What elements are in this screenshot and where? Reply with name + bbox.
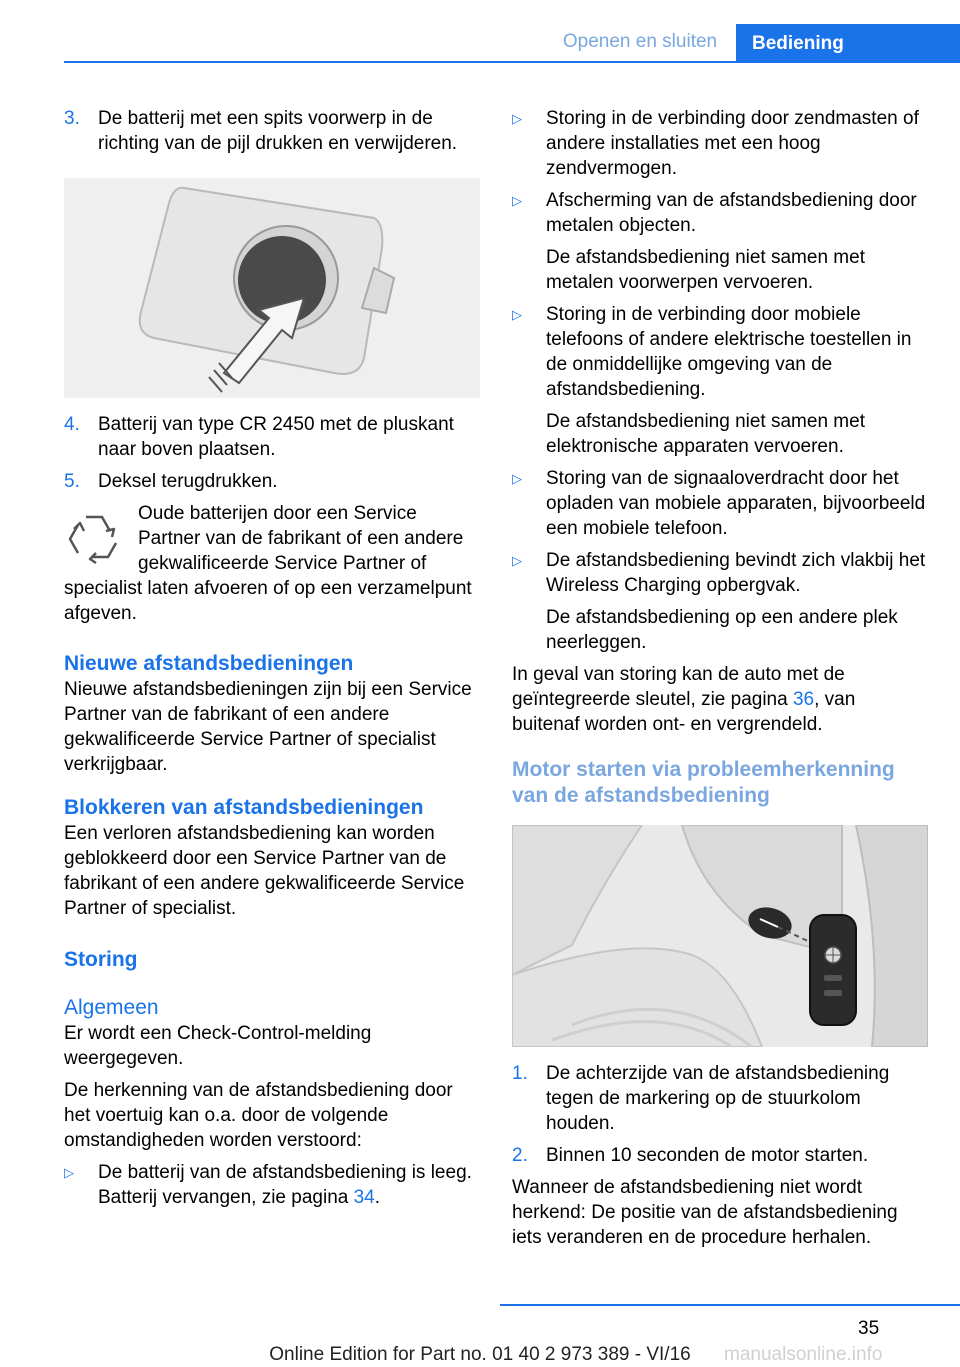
battery-removal-illustration — [64, 178, 480, 398]
motor-step-1 — [512, 1061, 928, 1136]
new-remotes-text: Nieuwe afstandsbedieningen zijn bij een Service Partner van de fabrikant of een andere gekwalificeerde Service Partner of specialist verkrijgbaar. — [64, 679, 472, 775]
bullet-sub-text: De afstandsbediening niet samen met metalen voorwerpen vervoeren. — [546, 247, 865, 293]
bullet-text: De afstandsbediening bevindt zich vlakbij het Wireless Charging opbergvak. — [546, 550, 926, 596]
general-text: Er wordt een Check-Control-melding weergegeven. — [64, 1023, 372, 1069]
page-link-36[interactable]: 36 — [792, 689, 815, 710]
bullet-transmitters — [512, 106, 928, 181]
fault-text-a: In geval van storing kan de auto met de geïntegreerde sleutel, zie pagina — [512, 664, 845, 710]
recycle-text: Oude batterijen door een Service Partner van de fabrikant of een andere gekwalificeerde Service Partner of specialist laten afvoeren of op een verzamelpunt afgeven. — [64, 503, 472, 624]
section-heading-fault: Storing — [64, 948, 138, 971]
section-heading-motor-start: Motor starten via probleemherkenning van de afstandsbediening — [512, 758, 895, 807]
bullet-phones — [512, 302, 928, 402]
bullet-sub-text: De afstandsbediening niet samen met elektronische apparaten vervoeren. — [546, 411, 865, 457]
bullet-text: Storing van de signaaloverdracht door het opladen van mobiele apparaten, bijvoorbeeld een mobiele telefoon. — [546, 468, 926, 539]
page-number: 35 — [858, 1318, 880, 1339]
bullet-triangle-icon: ▷ — [512, 471, 522, 486]
recycle-note — [64, 501, 480, 633]
step-4 — [64, 412, 480, 462]
bullet-triangle-icon: ▷ — [64, 1165, 74, 1180]
bullet-triangle-icon: ▷ — [512, 307, 522, 322]
step-3 — [64, 106, 480, 156]
section-heading-new-remotes: Nieuwe afstandsbedieningen — [64, 652, 354, 675]
step-text: Binnen 10 seconden de motor starten. — [546, 1145, 869, 1166]
bullet-triangle-icon: ▷ — [512, 111, 522, 126]
step-number: 5. — [64, 471, 80, 492]
key-fob-battery-image — [64, 178, 480, 398]
final-text: Wanneer de afstandsbediening niet wordt herkend: De positie van de afstandsbediening iets veranderen en de procedure herhalen. — [512, 1177, 898, 1248]
watermark: manualsonline.info — [724, 1344, 883, 1365]
step-text: Deksel terugdrukken. — [98, 471, 278, 492]
bullet-charging — [512, 466, 928, 541]
bullet-sub-text: De afstandsbediening op een andere plek neerleggen. — [546, 607, 898, 653]
section-heading-block-remotes: Blokkeren van afstandsbedieningen — [64, 796, 424, 819]
bullet-triangle-icon: ▷ — [512, 553, 522, 568]
bullet-shielding — [512, 188, 928, 238]
fault-text-b: , van buitenaf worden ont- en vergrendeld. — [512, 689, 856, 735]
header-chapter-tab: Bediening — [736, 24, 960, 63]
bullet-wireless — [512, 548, 928, 598]
step-5 — [64, 469, 480, 494]
bullet-triangle-icon: ▷ — [512, 193, 522, 208]
subheading-general: Algemeen — [64, 996, 159, 1019]
detection-text: De herkenning van de afstandsbediening door het voertuig kan o.a. door de volgende omstandigheden worden verstoord: — [64, 1080, 453, 1151]
right-column — [512, 106, 928, 1257]
left-column — [64, 106, 480, 1217]
step-text: De batterij met een spits voorwerp in de richting van de pijl drukken en verwijderen. — [98, 108, 458, 154]
bullet-end: . — [374, 1187, 381, 1208]
header-rule — [64, 61, 960, 63]
footer-edition: Online Edition for Part no. 01 40 2 973 389 - VI/16 — [269, 1344, 691, 1365]
fault-text — [512, 662, 928, 737]
step-text: Batterij van type CR 2450 met de pluskant naar boven plaatsen. — [98, 414, 454, 460]
bullet-text: Storing in de verbinding door zendmasten of andere installaties met een hoog zendvermogen. — [546, 108, 919, 179]
footer-rule — [500, 1304, 960, 1306]
header-section-title: Openen en sluiten — [562, 31, 718, 52]
steering-column-image — [512, 825, 928, 1047]
bullet-battery-empty — [64, 1160, 480, 1210]
bullet-text: De batterij van de afstandsbediening is leeg. Batterij vervangen, zie pagina — [98, 1162, 472, 1208]
step-number: 1. — [512, 1063, 528, 1084]
steering-column-illustration — [512, 825, 928, 1047]
bullet-text: Afscherming van de afstandsbediening door metalen objecten. — [546, 190, 917, 236]
step-number: 2. — [512, 1145, 528, 1166]
bullet-text: Storing in de verbinding door mobiele telefoons of andere elektrische toestellen in de onmiddellijke omgeving van de afstandsbediening. — [546, 304, 912, 400]
motor-step-2 — [512, 1143, 928, 1168]
step-text: De achterzijde van de afstandsbediening tegen de markering op de stuurkolom houden. — [546, 1063, 890, 1134]
step-number: 3. — [64, 108, 80, 129]
block-remotes-text: Een verloren afstandsbediening kan worden geblokkeerd door een Service Partner van de fabrikant of een andere gekwalificeerde Service Partner of specialist. — [64, 823, 465, 919]
step-number: 4. — [64, 414, 80, 435]
recycle-icon — [64, 507, 124, 567]
page-link-34[interactable]: 34 — [353, 1187, 375, 1208]
